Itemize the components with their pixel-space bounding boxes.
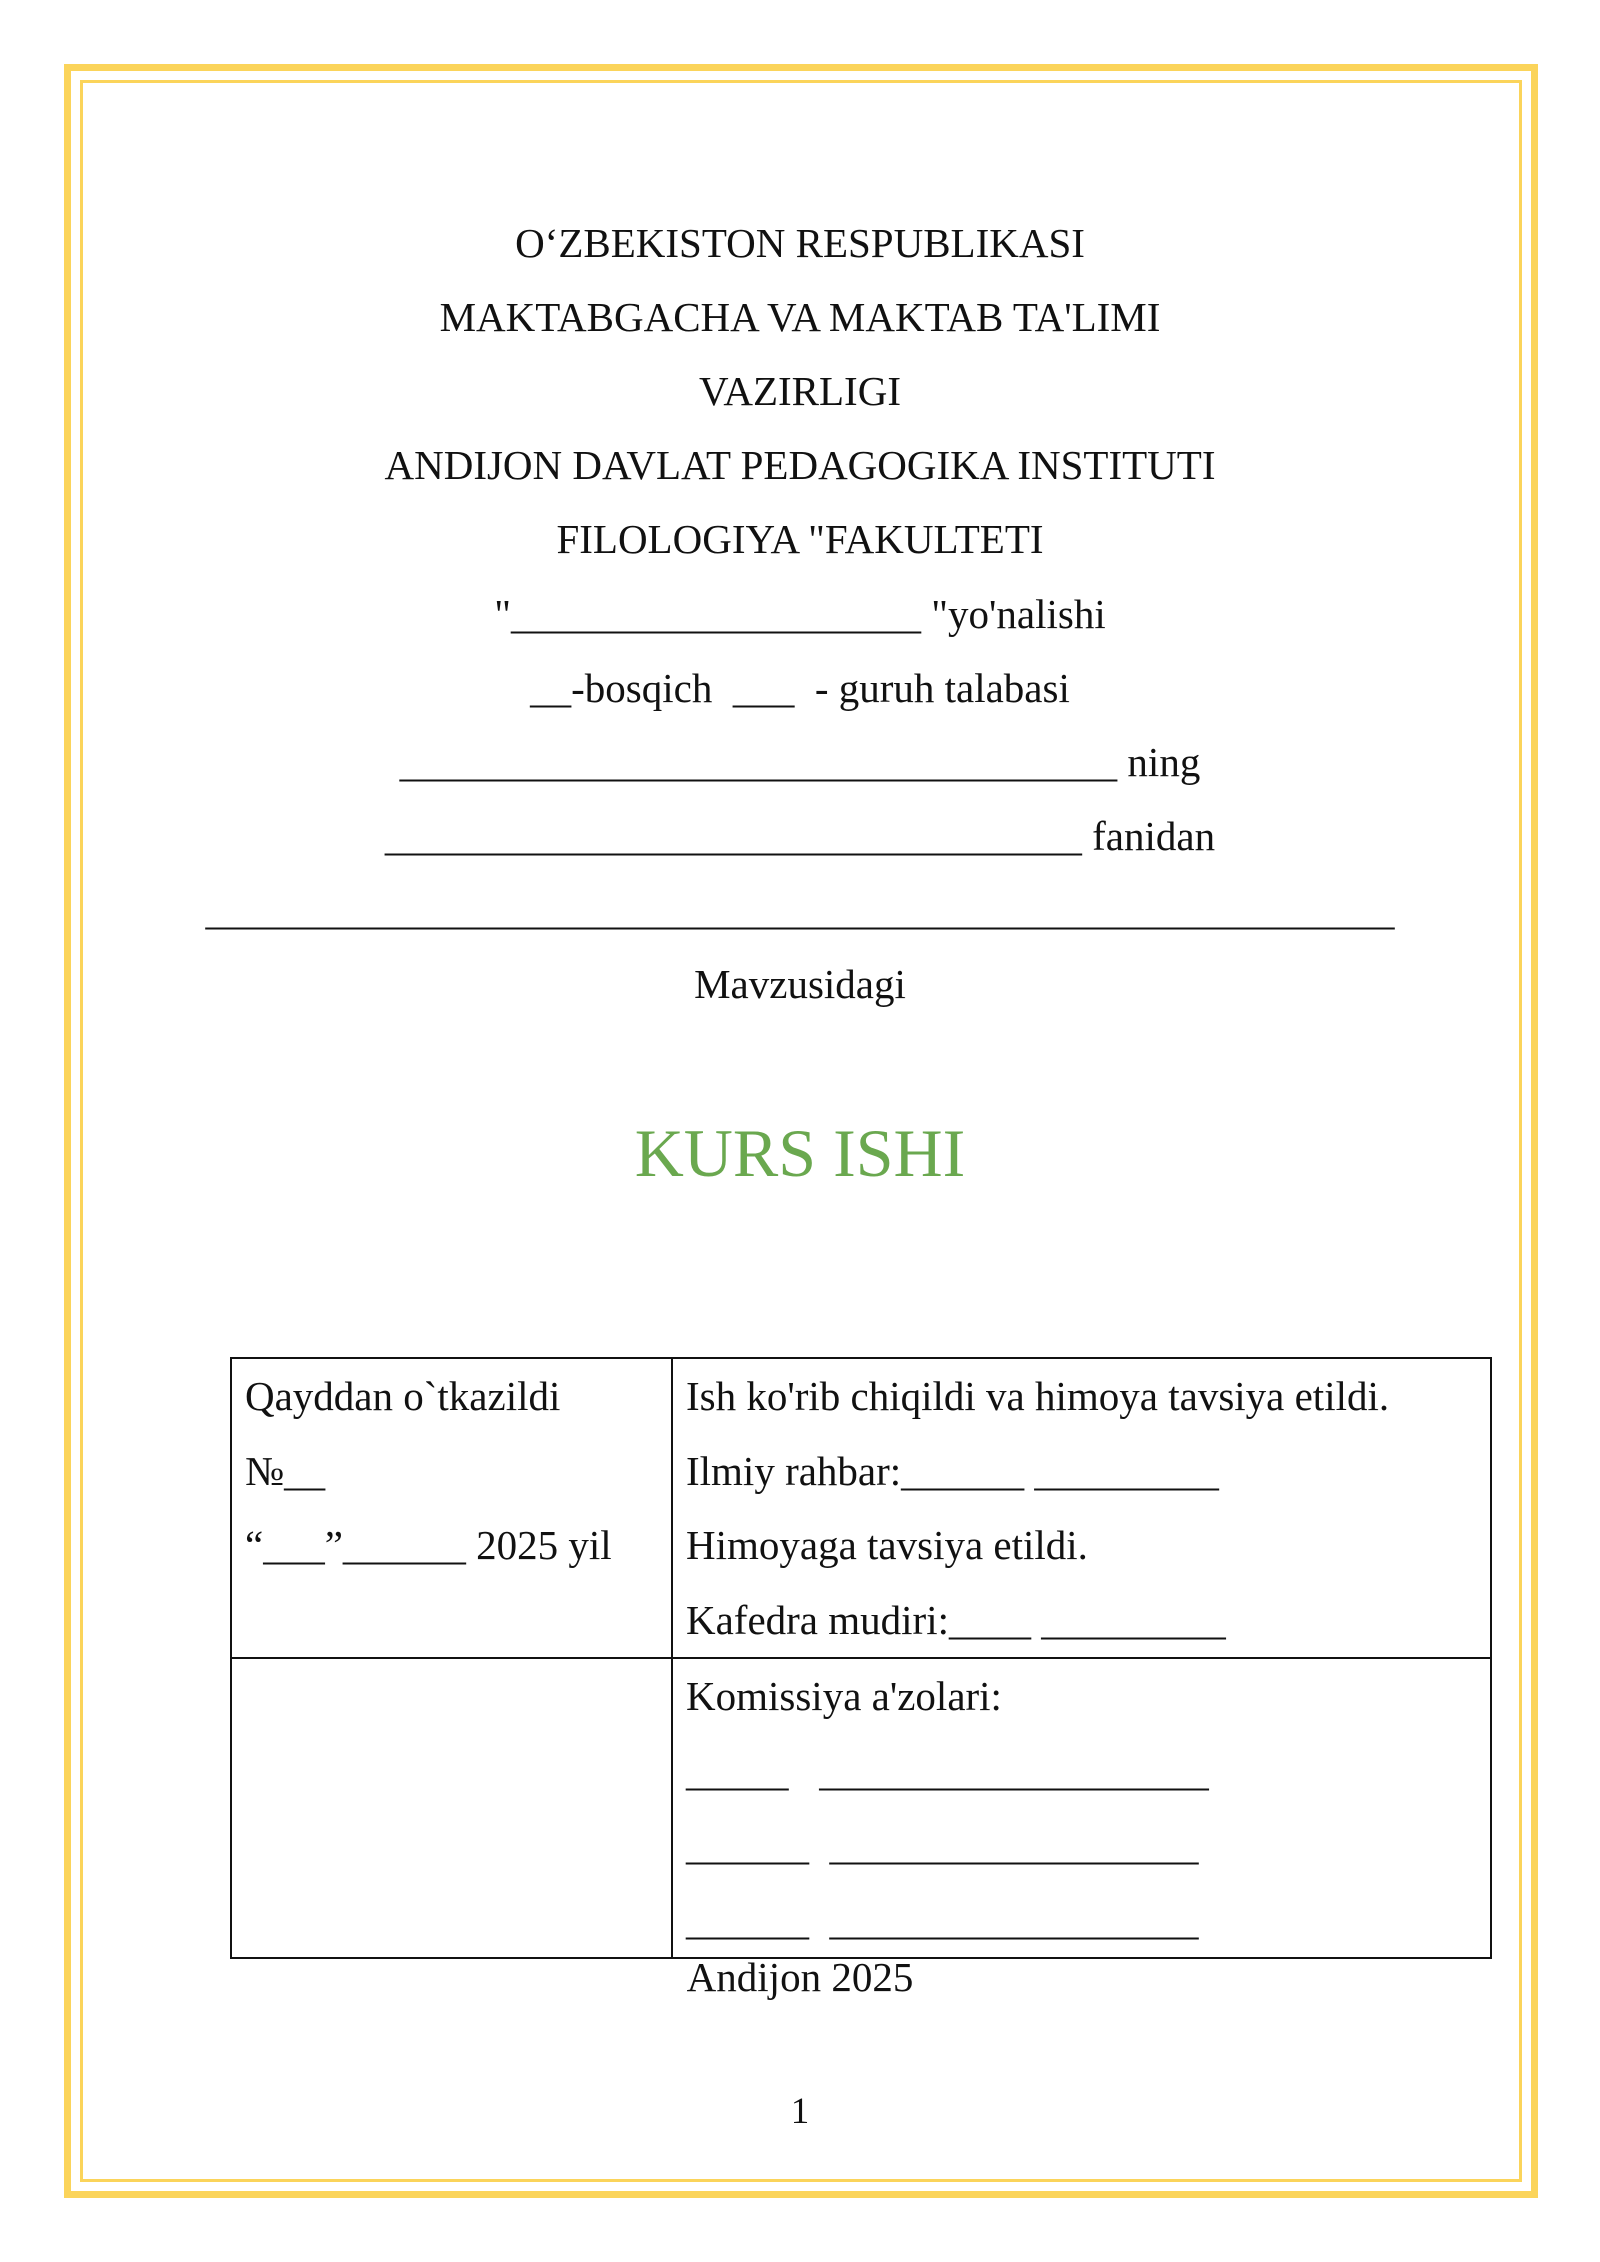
- table-row: [231, 1358, 1491, 1658]
- header-subject: __________________________________ fanidan: [384, 813, 1216, 859]
- department-head-signature: Kafedra mudiri:____ _________: [686, 1596, 1226, 1643]
- registration-label: Qayddan o`tkazildi: [245, 1373, 561, 1419]
- header-topic-label: Mavzusidagi: [694, 961, 906, 1007]
- commission-member-line: ______ __________________: [686, 1896, 1199, 1943]
- header-direction: "____________________ "yo'nalishi: [494, 591, 1106, 637]
- header-ministry-cont: VAZIRLIGI: [699, 368, 901, 414]
- approval-table: [230, 1357, 1492, 1959]
- header-country: O‘ZBEKISTON RESPUBLIKASI: [515, 220, 1085, 266]
- header-ministry: MAKTABGACHA VA MAKTAB TA'LIMI: [439, 294, 1161, 340]
- review-note: Ish ko'rib chiqildi va himoya tavsiya etildi.: [686, 1373, 1390, 1419]
- supervisor-signature: Ilmiy rahbar:______ _________: [686, 1447, 1219, 1494]
- header-student-name: ___________________________________ ning: [399, 739, 1201, 785]
- commission-member-line: _____ ___________________: [686, 1747, 1209, 1794]
- document-title: KURS ISHI: [634, 1115, 966, 1191]
- registration-number: №__: [245, 1447, 326, 1494]
- city-year: Andijon 2025: [686, 1954, 914, 2000]
- approval-cell: [672, 1358, 1491, 1658]
- header-topic-line: __________________________________________________________: [205, 887, 1395, 933]
- page-number: 1: [790, 2091, 810, 2132]
- table-row: [231, 1658, 1491, 1958]
- empty-cell: [231, 1658, 672, 1958]
- header-course-group: __-bosqich ___ - guruh talabasi: [530, 665, 1070, 711]
- commission-label: Komissiya a'zolari:: [686, 1673, 1002, 1719]
- registration-date: “___”______ 2025 yil: [245, 1522, 612, 1568]
- commission-member-line: ______ __________________: [686, 1822, 1199, 1868]
- defense-recommendation: Himoyaga tavsiya etildi.: [686, 1522, 1088, 1568]
- header-institute: ANDIJON DAVLAT PEDAGOGIKA INSTITUTI: [384, 442, 1216, 488]
- commission-cell: [672, 1658, 1491, 1958]
- header-faculty: FILOLOGIYA "FAKULTETI: [556, 516, 1044, 562]
- registration-cell: [231, 1358, 672, 1658]
